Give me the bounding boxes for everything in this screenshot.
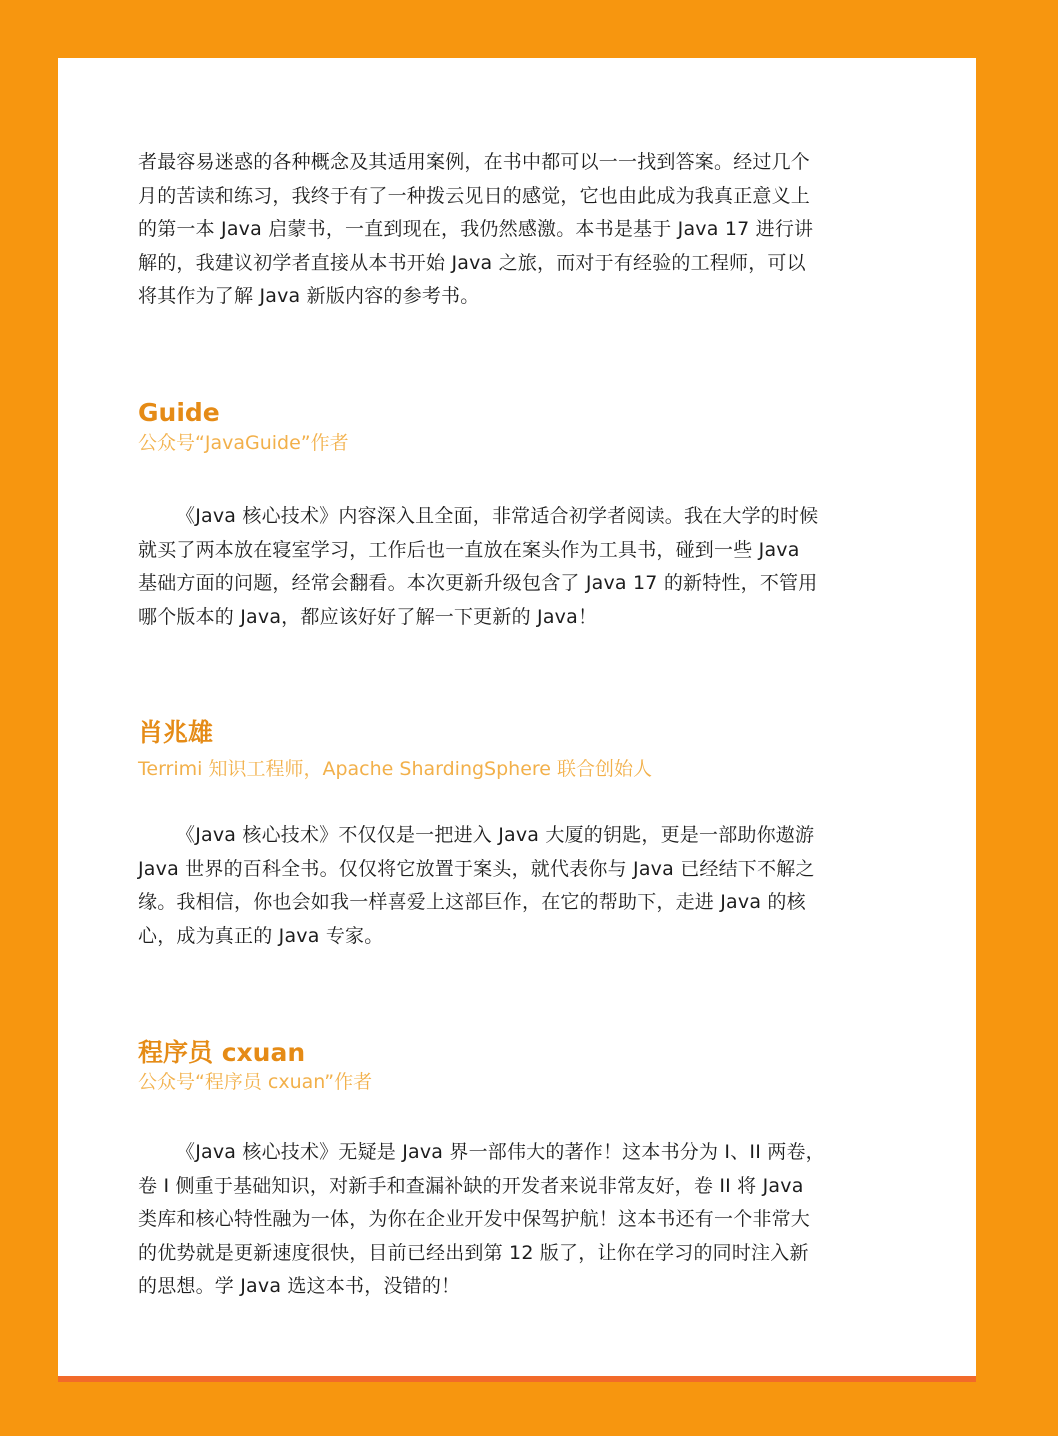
reviewer-role: Terrimi 知识工程师，Apache ShardingSphere 联合创始人 xyxy=(138,758,653,780)
review-text: 《Java 核心技术》无疑是 Java 界一部伟大的著作！这本书分为 I、II 两卷， 卷 I 侧重于基础知识，对新手和查漏补缺的开发者来说非常友好，卷 II 将 Java 类库和核心特性融为一体，为你在企业开发中保驾护航！这本书还有一个非常大 的优势就是更新速度很快，目前已经出到第 12 版了，让你在学习的同时注入新 的思想。学 Java 选这本书，没错的！ xyxy=(138,1141,825,1297)
reviewer-name: Guide xyxy=(138,398,220,427)
intro-paragraph: 者最容易迷惑的各种概念及其适用案例，在书中都可以一一找到答案。经过几个 月的苦读和练习，我终于有了一种拨云见日的感觉，它也由此成为我真正意义上 的第一本 Java 启蒙书，一直到现在，我仍然感激。本书是基于 Java 17 进行讲 解的，我建议初学者直接从本书开始 Java 之旅，而对于有经验的工程师，可以 将其作为了解 Java 新版内容的参考书。 xyxy=(138,151,814,307)
review-text: 《Java 核心技术》不仅仅是一把进入 Java 大厦的钥匙，更是一部助你遨游 Java 世界的百科全书。仅仅将它放置于案头，就代表你与 Java 已经结下不解之 缘。我相信，你也会如我一样喜爱上这部巨作，在它的帮助下，走进 Java 的核 心，成为真正的 Java 专家。 xyxy=(138,824,815,947)
reviewer-name: 程序员 cxuan xyxy=(138,1038,306,1067)
reviewer-role: 公众号“程序员 cxuan”作者 xyxy=(138,1071,373,1093)
bottom-accent-bar xyxy=(58,1376,976,1382)
reviewer-name: 肖兆雄 xyxy=(138,718,214,747)
reviewer-role: 公众号“JavaGuide”作者 xyxy=(138,432,349,454)
review-text: 《Java 核心技术》内容深入且全面，非常适合初学者阅读。我在大学的时候 就买了两本放在寝室学习，工作后也一直放在案头作为工具书，碰到一些 Java 基础方面的问题，经常会翻看。本次更新升级包含了 Java 17 的新特性，不管用 哪个版本的 Java，都应该好好了解一下更新的 Java！ xyxy=(138,505,819,628)
page-sheet xyxy=(58,58,976,1376)
